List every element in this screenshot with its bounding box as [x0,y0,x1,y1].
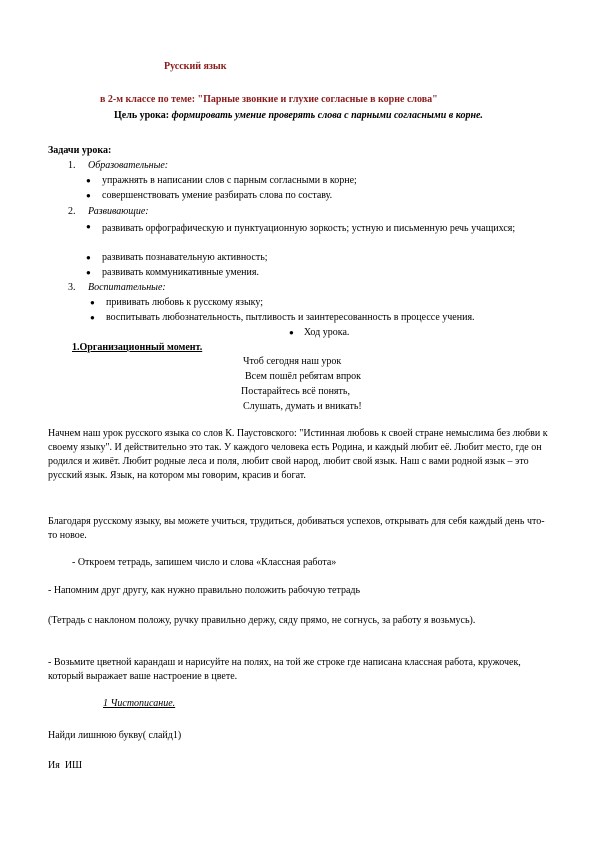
group-number: 2. [68,206,76,217]
group-number: 3. [68,282,76,293]
bullet-dot-icon: ● [86,268,91,277]
letters-line: Ия ИШ [48,760,83,771]
calligraphy-heading: 1 Чистописание. [103,698,176,709]
goal-text: формировать умение проверять слова с парными согласными в корне. [171,110,483,121]
task-group-upbringing [68,282,166,293]
bullet-dot-icon: ● [90,298,95,307]
bullet-dot-icon: ● [86,222,91,231]
intro-paragraph: Начнем наш урок русского языка со слов К. Паустовского: "Истинная любовь к своей стране немыслима без любви к своему языку". И действительно это так. У каждого человека есть Родина, и каждый любит её. Любит место, где он родился и живёт. Любит родные леса и поля, любит свой народ, любит свой язык. Наш с вами родной язык – это русский язык. Язык, на котором мы говорим, красив и богат. [48,428,548,481]
lesson-course-title: ● Ход урока. [289,327,350,338]
poem-line: Чтоб сегодня наш урок [243,356,342,367]
list-item: ● развивать познавательную активность; [86,252,268,263]
list-item: ● прививать любовь к русскому языку; [90,297,264,308]
lesson-topic: в 2-м классе по теме: "Парные звонкие и глухие согласные в корне слова" [100,94,438,105]
poem-line: Слушать, думать и вникать! [243,401,362,412]
bullet-dot-icon: ● [86,176,91,185]
language-paragraph: Благодаря русскому языку, вы можете учиться, трудиться, добиваться успехов, открывать для себя каждый день что-то новое. [48,516,545,541]
bullet-dot-icon: ● [86,191,91,200]
group-title: Воспитательные: [88,282,166,293]
poem-line: Постарайтесь всё понять, [241,386,350,397]
task-group-educational [68,160,168,171]
goal-label: Цель урока: [114,110,170,121]
list-item: ● развивать орфографическую и пунктуационную зоркость; устную и письменную речь учащихся; [86,222,516,234]
list-item: ● развивать коммуникативные умения. [86,267,259,278]
bullet-dot-icon: ● [86,253,91,262]
list-item: ● упражнять в написании слов с парным согласными в корне; [86,175,357,186]
list-item: ● воспитывать любознательность, пытливость и заинтересованность в процессе учения. [90,312,475,323]
instruction-line: - Откроем тетрадь, запишем число и слова «Классная работа» [72,557,337,568]
mood-paragraph: - Возьмите цветной карандаш и нарисуйте на полях, на той же строке где написана классная работа, кружочек, который выражает ваше настроение в цвете. [48,657,521,682]
bullet-dot-icon: ● [289,328,294,337]
lesson-goal [114,110,483,121]
group-title: Образовательные: [88,160,169,171]
list-item: ● совершенствовать умение разбирать слова по составу. [86,190,333,201]
group-number: 1. [68,160,76,171]
task-group-developmental [68,206,149,217]
subject-title: Русский язык [164,61,227,72]
tasks-heading: Задачи урока: [48,145,112,156]
task-line: Найди лишнюю букву( слайд1) [48,730,182,741]
org-moment-heading: 1.Организационный момент. [72,342,203,353]
bullet-dot-icon: ● [90,313,95,322]
posture-paragraph: (Тетрадь с наклоном положу, ручку правильно держу, сяду прямо, не согнусь, за работу я возьмусь). [48,615,476,626]
poem-line: Всем пошёл ребятам впрок [245,371,362,382]
instruction-line: - Напомним друг другу, как нужно правильно положить рабочую тетрадь [48,585,361,596]
group-title: Развивающие: [88,206,149,217]
